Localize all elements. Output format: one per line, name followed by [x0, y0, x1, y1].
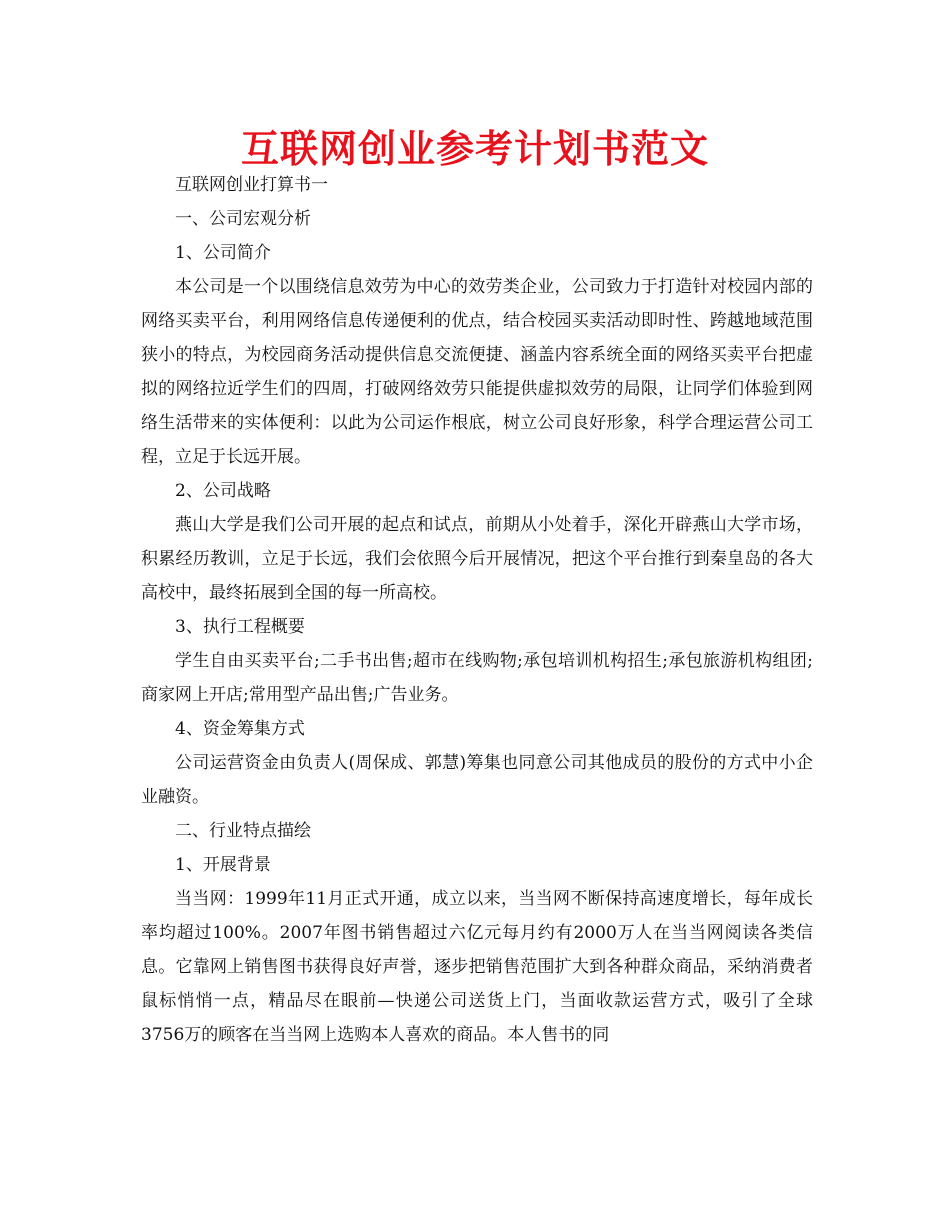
document-title: 互联网创业参考计划书范文	[240, 127, 709, 171]
paragraph-company-strategy: 燕山大学是我们公司开展的起点和试点，前期从小处着手，深化开辟燕山大学市场，积累经历教训，立足于长远，我们会依照今后开展情况，把这个平台推行到秦皇岛的各大高校中，最终拓展到全国的每一所高校。	[141, 515, 813, 603]
heading-company-intro: 1、公司简介	[175, 243, 271, 263]
heading-industry: 二、行业特点描绘	[175, 821, 311, 841]
paragraph-company-intro: 本公司是一个以围绕信息效劳为中心的效劳类企业，公司致力于打造针对校园内部的网络买卖平台，利用网络信息传递便利的优点，结合校园买卖活动即时性、跨越地域范围狭小的特点，为校园商务活动提供信息交流便捷、涵盖内容系统全面的网络买卖平台把虚拟的网络拉近学生们的四周，打破网络效劳只能提供虚拟效劳的局限，让同学们体验到网络生活带来的实体便利：以此为公司运作根底，树立公司良好形象，科学合理运营公司工程，立足于长远开展。	[141, 277, 813, 467]
paragraph-project-overview: 学生自由买卖平台;二手书出售;超市在线购物;承包培训机构招生;承包旅游机构组团;商家网上开店;常用型产品出售;广告业务。	[141, 651, 813, 705]
heading-background: 1、开展背景	[175, 855, 271, 875]
paragraph-background: 当当网：1999年11月正式开通，成立以来，当当网不断保持高速度增长，每年成长率均超过100%。2007年图书销售超过六亿元每月约有2000万人在当当网阅读各类信息。它靠网上销售图书获得良好声誉，逐步把销售范围扩大到各种群众商品，采纳消费者鼠标悄悄一点，精品尽在眼前—快递公司送货上门，当面收款运营方式，吸引了全球3756万的顾客在当当网上选购本人喜欢的商品。本人售书的同	[141, 889, 813, 1045]
heading-project-overview: 3、执行工程概要	[175, 617, 305, 637]
paragraph-plan-one: 互联网创业打算书一	[175, 175, 328, 195]
heading-company-analysis: 一、公司宏观分析	[175, 209, 311, 229]
heading-funding: 4、资金筹集方式	[175, 719, 305, 739]
document-body	[141, 168, 813, 1052]
heading-company-strategy: 2、公司战略	[175, 481, 271, 501]
paragraph-funding: 公司运营资金由负责人(周保成、郭慧)筹集也同意公司其他成员的股份的方式中小企业融资。	[141, 753, 813, 807]
